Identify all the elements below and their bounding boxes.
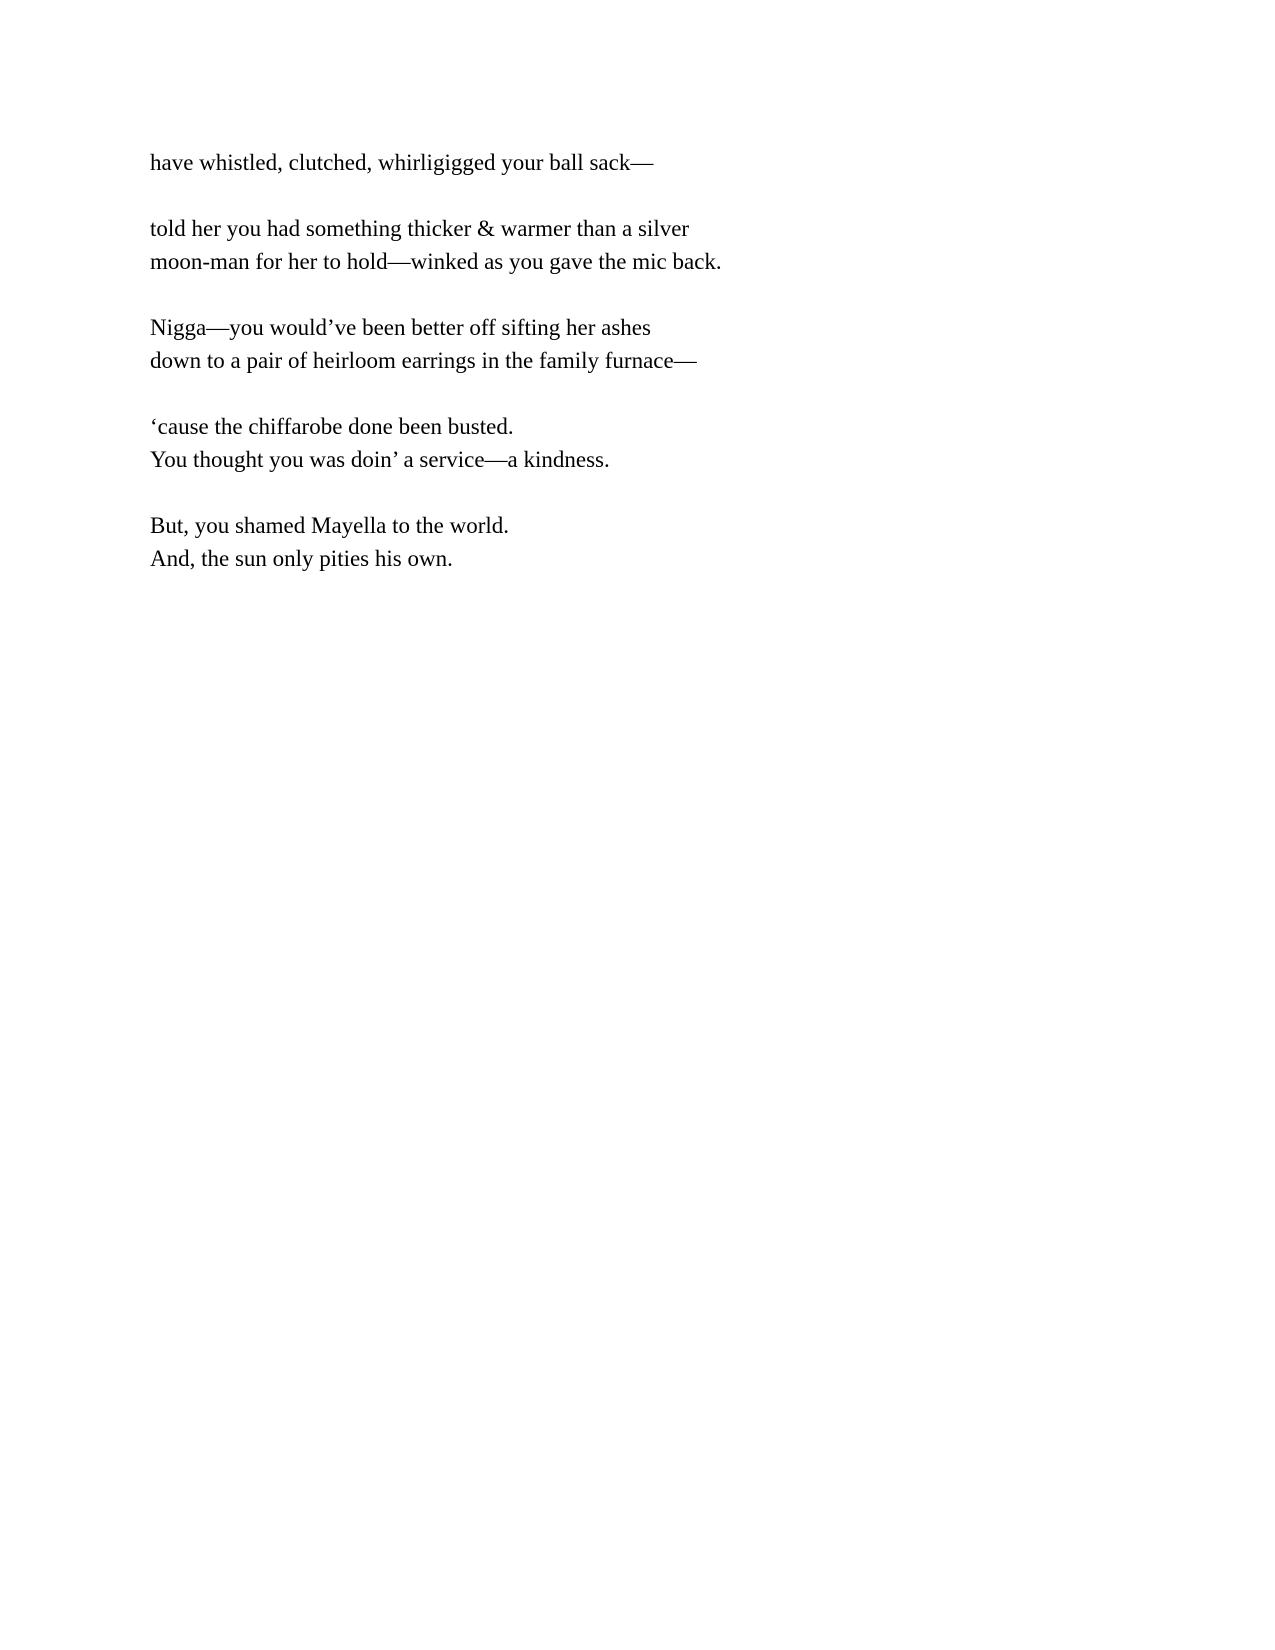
stanza (150, 410, 1150, 476)
poem-line: ‘cause the chiffarobe done been busted. (150, 414, 514, 439)
poem-line: But, you shamed Mayella to the world. (150, 513, 509, 538)
stanza (150, 311, 1150, 377)
poem-body (150, 146, 1150, 608)
poem-line: You thought you was doin’ a service—a kindness. (150, 447, 610, 472)
poem-line: Nigga—you would’ve been better off sifting her ashes (150, 315, 651, 340)
stanza (150, 212, 1150, 278)
poem-line: moon-man for her to hold—winked as you gave the mic back. (150, 249, 722, 274)
poem-line: And, the sun only pities his own. (150, 546, 453, 571)
poem-line: told her you had something thicker & warmer than a silver (150, 216, 690, 241)
stanza (150, 509, 1150, 575)
stanza (150, 146, 1150, 179)
poem-line: have whistled, clutched, whirligigged your ball sack— (150, 150, 654, 175)
poem-line: down to a pair of heirloom earrings in the family furnace— (150, 348, 697, 373)
